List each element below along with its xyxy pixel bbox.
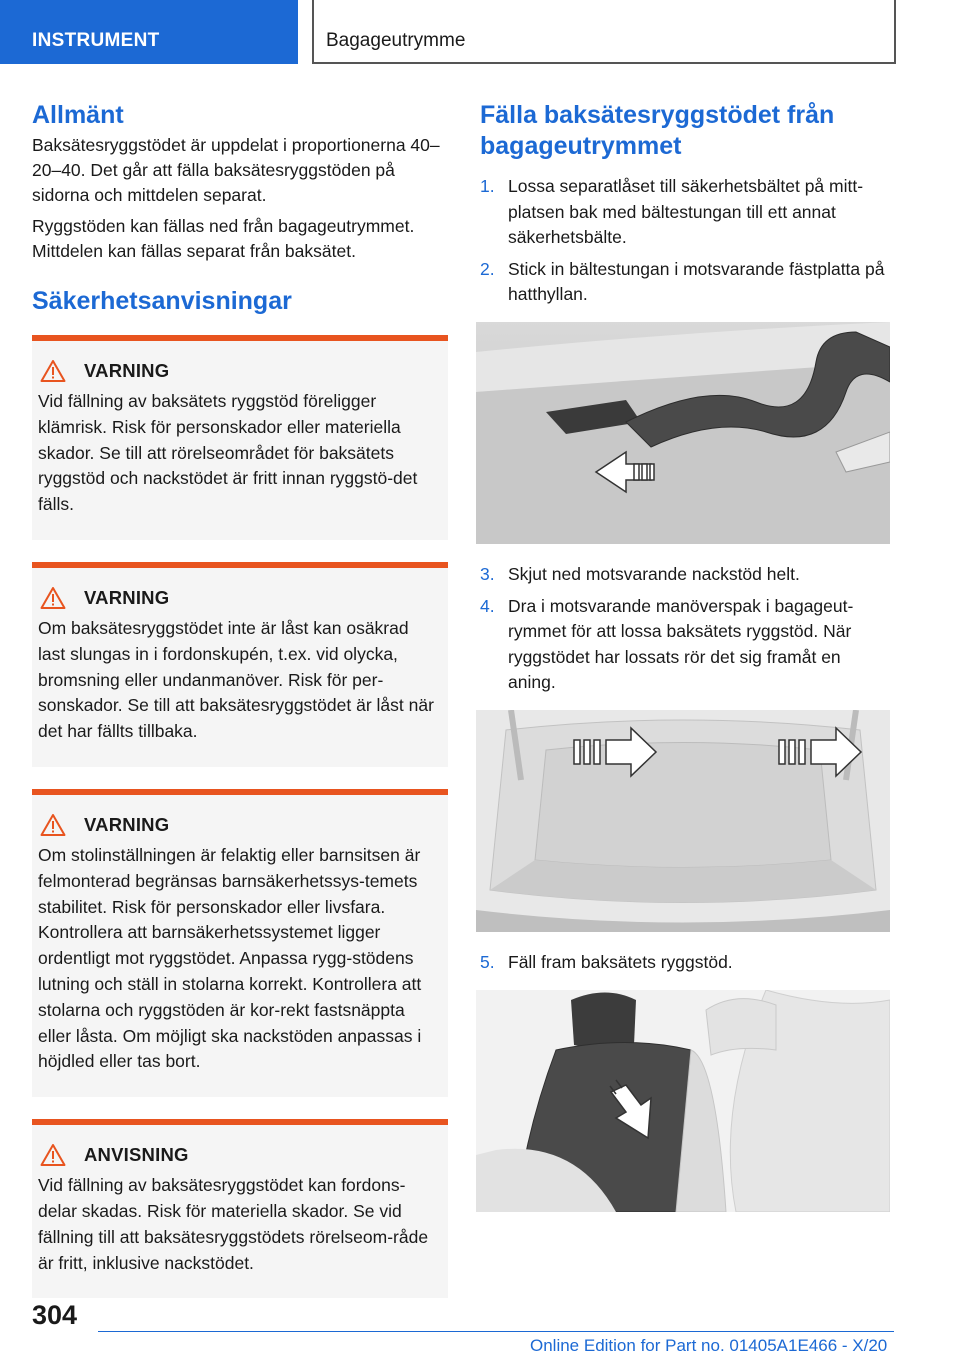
step-number: 2.: [480, 258, 495, 279]
step-item: [480, 174, 892, 251]
warning-box: [32, 562, 448, 767]
step-list: [480, 950, 892, 976]
step-item: [480, 562, 892, 588]
step-number: 4.: [480, 595, 495, 616]
step-item: [480, 950, 892, 976]
warning-triangle-icon: [40, 586, 66, 610]
general-paragraph-1: Baksätesryggstödet är uppdelat i proportionerna 40–20–40. Det går att fälla baksätesryggstöden på sidorna och mittdelen separat.: [32, 135, 440, 205]
step-item: [480, 257, 892, 308]
step-text: Fäll fram baksätets ryggstöd.: [508, 951, 733, 972]
notice-title: ANVISNING: [84, 1144, 189, 1166]
step-list: [480, 562, 892, 696]
step-number: 1.: [480, 176, 495, 196]
safety-heading: Säkerhetsanvisningar: [32, 287, 292, 315]
warning-text: Vid fällning av baksätets ryggstöd föreligger klämrisk. Risk för personskador eller materiella skador. Se till att rörelseområdet för baksätets ryggstöd och nackstödet är fritt innan ryggstö-det fälls.: [38, 391, 418, 515]
step-item: [480, 594, 892, 696]
step-text: Lossa separatlåset till säkerhetsbältet på mitt-platsen bak med bältestungan till ett annat säkerhetsbälte.: [508, 176, 864, 248]
warning-box: [32, 789, 448, 1097]
seat-fold-illustration: [476, 990, 890, 1212]
right-column: [480, 100, 892, 1230]
footer-rule: [98, 1331, 894, 1332]
warning-triangle-icon: [40, 1143, 66, 1167]
step-text: Dra i motsvarande manöverspak i bagageut-rymmet för att lossa baksätets ryggstöd. När ryggstödet har lossats rör det sig framåt en aning.: [508, 595, 854, 693]
step-list: [480, 174, 892, 308]
step-text: Stick in bältestungan i motsvarande fästplatta på hatthyllan.: [508, 258, 885, 305]
warning-text: Om stolinställningen är felaktig eller barnsitsen är felmonterad begränsas barnsäkerhetssys-temets stabilitet. Risk för personskador eller livsfara. Kontrollera att barnsäkerhetssystemet ligger ordentligt mot ryggstödet. Anpassa rygg-stödens lutning och ställ in stolarna korrekt. Kontrollera att stolarna och ryggstöden är kor-rekt fastsnäppta eller låsta. Om möjligt ska nackstöden anpassas i höjdled eller tas bort.: [38, 844, 422, 1072]
warning-triangle-icon: [40, 359, 66, 383]
page-number: 304: [32, 1300, 78, 1330]
warning-title: VARNING: [84, 586, 170, 608]
step-text: Skjut ned motsvarande nackstöd helt.: [508, 563, 800, 584]
warning-title: VARNING: [84, 360, 170, 381]
step-number: 5.: [480, 951, 495, 972]
general-paragraph-2: Ryggstöden kan fällas ned från bagageutrymmet. Mittdelen kan fällas separat från baksätet.: [32, 216, 415, 261]
belt-shelf-illustration: [476, 322, 890, 544]
warning-box: [32, 335, 448, 540]
chapter-title: Bagageutrymme: [312, 0, 896, 64]
notice-box: [32, 1119, 448, 1298]
warning-triangle-icon: [40, 813, 66, 837]
section-tab: INSTRUMENT: [0, 0, 298, 64]
step-number: 3.: [480, 563, 495, 584]
left-column: [32, 100, 448, 1298]
warning-text: Om baksätesryggstödet inte är låst kan osäkrad last slungas in i fordonskupén, t.ex. vid olycka, bromsning eller undanmanöver. Risk för per-sonskador. Se till att baksätesryggstödet är låst när det har fällts tillbaka.: [38, 617, 434, 742]
warning-title: VARNING: [84, 813, 170, 835]
notice-text: Vid fällning av baksätesryggstödet kan fordons-delar skadas. Risk för materiella skador. Se vid fällning till att baksätesryggstödets rörelseom-råde är fritt, inklusive nackstödet.: [38, 1175, 429, 1273]
procedure-heading: Fälla baksätesryggstödet från bagageutrymmet: [480, 101, 835, 160]
general-heading: Allmänt: [32, 101, 124, 129]
edition-link[interactable]: Online Edition for Part no. 01405A1E466 - X/20: [530, 1336, 888, 1355]
trunk-levers-illustration: [476, 710, 890, 932]
